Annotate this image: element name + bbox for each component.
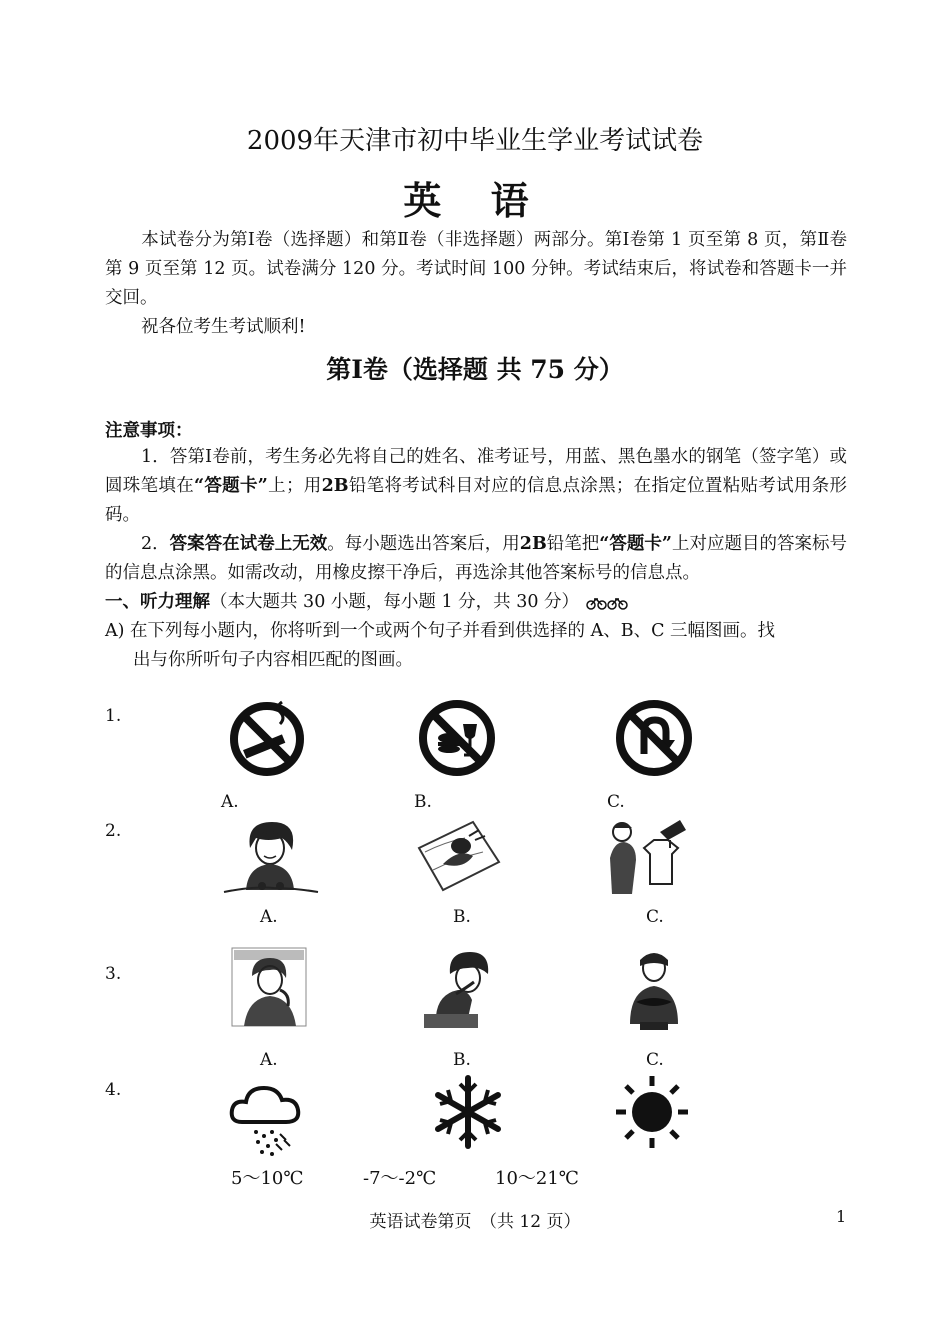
notice-2-text-g: 上对应题目的答案标号的信息点涂黑。如需改动，用橡皮擦干净后，再选涂其他答案标号的信息点。 — [105, 534, 848, 583]
exam-title: 2009年天津市初中毕业生学业考试试卷 — [246, 126, 704, 156]
option-3b: B. — [453, 1050, 471, 1070]
notice-2-num: 2． — [141, 534, 170, 554]
notice-1-pencil: 2B — [321, 476, 349, 496]
option-2b: B. — [453, 907, 471, 927]
girl-sleeping-icon — [413, 818, 503, 896]
woman-thinking-icon — [230, 946, 308, 1028]
notice-heading: 注意事项： — [105, 421, 193, 441]
option-1a: A. — [221, 792, 239, 812]
notice-1-text-a: 1．答第Ⅰ卷前，考生务必先将自己的姓名、准考证号，用蓝、黑色墨水的钢笔（签字笔）或圆珠笔填在 — [105, 447, 847, 496]
page-number: 1 — [836, 1207, 847, 1226]
section1-heading: 一、听力理解 — [105, 592, 210, 612]
part-a-instruction-2: 出与你所听句子内容相匹配的图画。 — [133, 650, 413, 670]
option-2a: A. — [260, 907, 278, 927]
no-u-turn-icon — [614, 698, 694, 778]
rain-snow-cloud-icon — [228, 1078, 308, 1158]
question-number-2: 2. — [105, 821, 122, 841]
question-number-3: 3. — [105, 964, 122, 984]
intro-paragraph — [105, 226, 847, 313]
intro-text: 本试卷分为第Ⅰ卷（选择题）和第Ⅱ卷（非选择题）两部分。第Ⅰ卷第 1 页至第 8 页，第Ⅱ卷第 9 页至第 12 页。试卷满分 120 分。考试时间 100 分钟。考试结束后，将试卷和答题卡一并交回。 — [105, 230, 847, 308]
sun-icon — [614, 1074, 690, 1150]
notice-2-text-c: 。每小题选出答案后，用 — [327, 534, 520, 554]
question-number-4: 4. — [105, 1080, 122, 1100]
temp-option-c: 10～21℃ — [495, 1168, 579, 1189]
no-smoking-icon — [228, 700, 306, 778]
notice-1-text-c: 上；用 — [267, 476, 322, 496]
option-3c: C. — [646, 1050, 664, 1070]
notice-1-answer-card: “答题卡” — [194, 476, 268, 496]
section1-detail: （本大题共 30 小题，每小题 1 分，共 30 分） — [210, 592, 580, 612]
wish-line — [105, 313, 847, 342]
section1-heading-line — [105, 588, 629, 617]
woman-tired-icon — [420, 946, 496, 1030]
option-1b: B. — [414, 792, 432, 812]
notice-2-answer-card: “答题卡” — [599, 534, 672, 554]
notice-item-1 — [105, 443, 847, 530]
part1-title: 第Ⅰ卷（选择题 共 75 分） — [326, 355, 624, 384]
bicycle-icon — [585, 596, 629, 610]
woman-shopping-clothes-icon — [600, 818, 698, 896]
temp-option-a: 5～10℃ — [231, 1168, 304, 1189]
notice-2-warning: 答案答在试卷上无效 — [169, 534, 328, 554]
option-1c: C. — [607, 792, 625, 812]
part-a-instruction-1: A) 在下列每小题内，你将听到一个或两个句子并看到供选择的 A、B、C 三幅图画。找 — [105, 621, 776, 641]
page-footer: 英语试卷第页 （共 12 页） — [369, 1212, 581, 1232]
question-number-1: 1. — [105, 706, 122, 726]
no-food-drink-icon — [417, 698, 497, 778]
wish-text: 祝各位考生考试顺利! — [141, 317, 306, 337]
option-3a: A. — [260, 1050, 278, 1070]
snowflake-icon — [430, 1074, 506, 1150]
man-arms-crossed-icon — [624, 946, 684, 1032]
girl-writing-icon — [222, 818, 320, 896]
notice-item-2 — [105, 530, 847, 588]
subject-title: 英 语 — [403, 178, 547, 223]
notice-2-text-e: 铅笔把 — [546, 534, 600, 554]
notice-2-pencil: 2B — [519, 534, 547, 554]
option-2c: C. — [646, 907, 664, 927]
temp-option-b: -7～-2℃ — [363, 1168, 437, 1189]
notice-1-text-e: 铅笔将考试科目对应的信息点涂黑；在指定位置粘贴考试用条形码。 — [105, 476, 848, 525]
